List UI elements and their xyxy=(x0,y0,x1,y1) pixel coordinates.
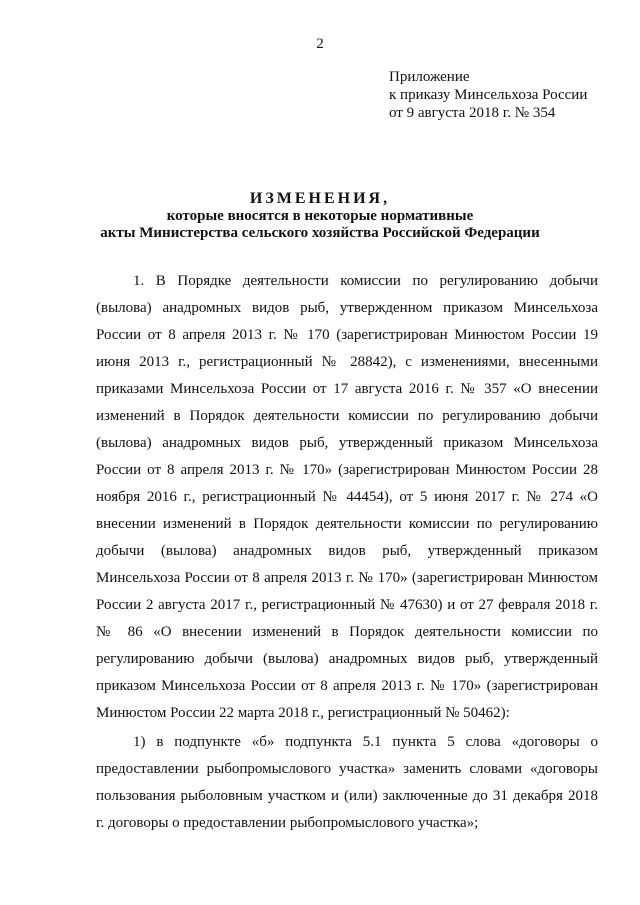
appendix-header xyxy=(389,68,587,122)
document-body xyxy=(96,268,598,837)
page-number: 2 xyxy=(316,36,324,52)
appendix-order-ref: к приказу Минсельхоза России xyxy=(389,87,588,103)
title-subline-1: которые вносятся в некоторые нормативные xyxy=(166,208,474,224)
paragraph-2: 1) в подпункте «б» подпункта 5.1 пункта 5 слова «договоры о предоставлении рыбопромыслового участка» заменить словами «договоры пользования рыболовным участком и (или) заключенные до 31 декабря 2018 г. договоры о предоставлении рыбопромыслового участка»; xyxy=(96,734,598,831)
paragraph-1: 1. В Порядке деятельности комиссии по регулированию добычи (вылова) анадромных видов рыб, утвержденном приказом Минсельхоза России от 8 апреля 2013 г. № 170 (зарегистрирован Минюстом России 19 июня 2013 г., регистрационный № 28842), с изменениями, внесенными приказами Минсельхоза России от 17 августа 2016 г. № 357 «О внесении изменений в Порядок деятельности комиссии по регулированию добычи (вылова) анадромных видов рыб, утвержденный приказом Минсельхоза России от 8 апреля 2013 г. № 170» (зарегистрирован Минюстом России 28 ноября 2016 г., регистрационный № 44454), от 5 июня 2017 г. № 274 «О внесении изменений в Порядок деятельности комиссии по регулированию добычи (вылова) анадромных видов рыб, утвержденный приказом Минсельхоза России от 8 апреля 2013 г. № 170» (зарегистрирован Минюстом России 2 августа 2017 г., регистрационный № 47630) и от 27 февраля 2018 г. № 86 «О внесении изменений в Порядок деятельности комиссии по регулированию добычи (вылова) анадромных видов рыб, утвержденный приказом Минсельхоза России от 8 апреля 2013 г. № 170» (зарегистрирован Минюстом России 22 марта 2018 г., регистрационный № 50462): xyxy=(96,273,598,721)
document-title xyxy=(60,190,580,242)
appendix-label: Приложение xyxy=(389,69,470,85)
title-subline-2: акты Министерства сельского хозяйства Российской Федерации xyxy=(100,225,540,241)
appendix-order-date: от 9 августа 2018 г. № 354 xyxy=(389,105,556,121)
title-heading: ИЗМЕНЕНИЯ, xyxy=(249,190,391,207)
